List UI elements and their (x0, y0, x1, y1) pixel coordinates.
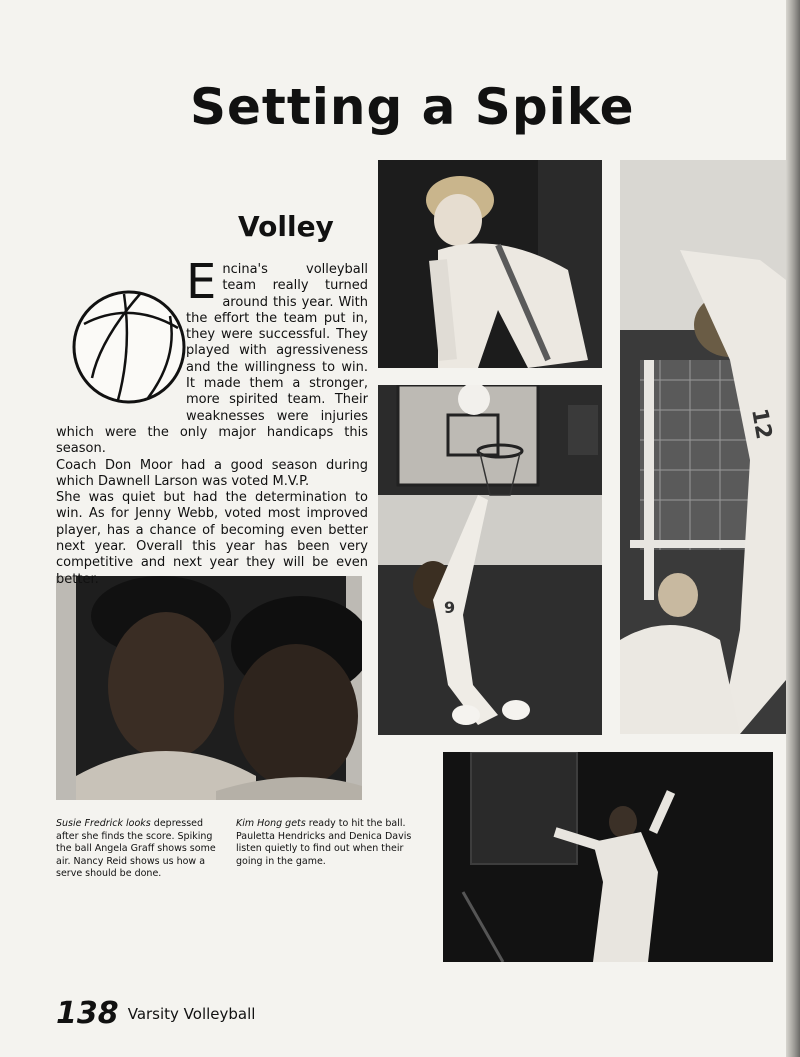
page-headline: Setting a Spike (190, 78, 635, 136)
caption-right-lead: Kim Hong gets (236, 818, 306, 829)
caption-right-text: ready to hit the ball. Pauletta Hendricks and Denica Davis listen quietly to find out when their going in the game. (236, 818, 412, 867)
page-folio (56, 996, 255, 1031)
page-number: 138 (56, 996, 119, 1031)
article-paragraph-3: She was quiet but had the determination to win. As for Jenny Webb, voted most improved player, has a chance of becoming even better next year. Overall this year has been very competitive and next year they will be even better. (56, 490, 368, 587)
photo-player-serving (443, 752, 773, 962)
caption-left-lead: Susie Fredrick looks (56, 818, 151, 829)
caption-right (236, 818, 432, 868)
dropcap-letter: E (186, 254, 217, 310)
photo-spiker-at-net (620, 160, 786, 734)
page-edge-shadow (786, 0, 800, 1057)
article-paragraph-2: Coach Don Moor had a good season during which Dawnell Larson was voted M.V.P. (56, 457, 368, 489)
photo-player-bending (378, 160, 602, 368)
caption-left-text: depressed after she finds the score. Spiking the ball Angela Graff shows some air. Nancy Reid shows us how a serve should be done. (56, 818, 216, 879)
article-subhead: Volley (238, 210, 334, 243)
article-flow (56, 254, 368, 588)
article-paragraph-1: ncina's volleyball team really turned around this year. With the effort the team put in, they were successful. They played with agressiveness and the willingness to win. It made them a stronger, more spirited team. Their weaknesses were injuries which were the only major handicaps this season. (56, 262, 368, 457)
wrap-spacer (56, 262, 186, 412)
caption-left (56, 818, 228, 881)
section-label: Varsity Volleyball (127, 1004, 256, 1023)
spiker-jersey-number: 12 (746, 406, 777, 442)
photo-two-players-closeup (56, 576, 362, 800)
jumper-jersey-number: 9 (444, 598, 456, 617)
photo-player-jumping-at-hoop (378, 385, 602, 735)
